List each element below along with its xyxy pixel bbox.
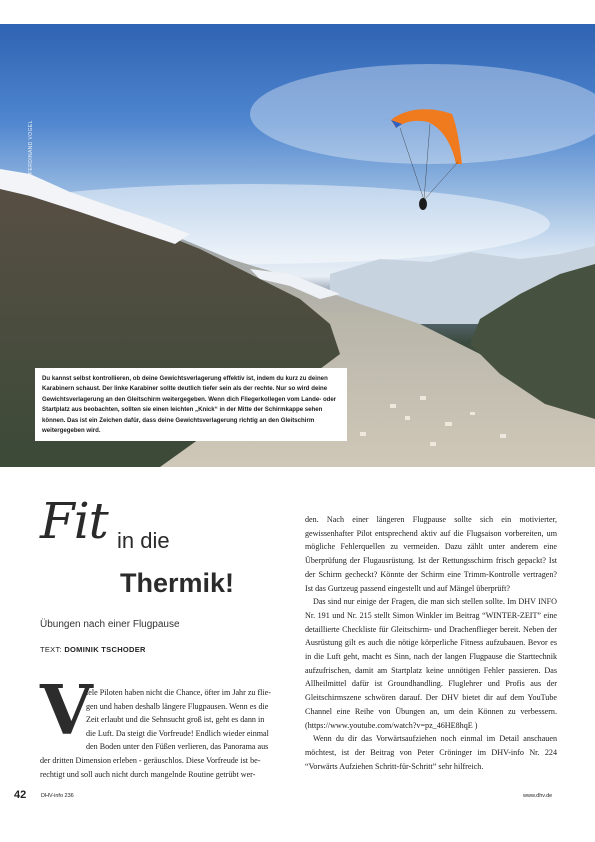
photo-credit: FERDINAND VOGEL bbox=[28, 120, 34, 174]
col1-line: iele Piloten haben nicht die Chance, öfter im Jahr zu flie- bbox=[86, 688, 271, 697]
col1-line: gen und haben deshalb längere Flugpausen. Wenn es die bbox=[86, 701, 269, 711]
article-subtitle: Übungen nach einer Flugpause bbox=[40, 619, 180, 630]
byline bbox=[40, 645, 146, 654]
paragraph: Das sind nur einige der Fragen, die man sich stellen sollte. Im DHV INFO Nr. 191 und Nr. 215 stellt Simon Winkler im Beitrag “WINTER-ZEIT” eine detaillierte Checkliste für Gleitschirm- und Drachenflieger bereit. Neben der Ausrüstung gilt es auch die nötige körperliche Fitness aufzubauen. Bevor es in die Luft geht, macht es Sinn, nach der langen Flugpause die Starttechnik aufzufrischen, damit am Startplatz keine unnötigen Fehler passieren. Das Allheilmittel dafür ist Groundhandling. Fluglehrer und Profis aus der Gleitschirmszene schwören darauf. Der DHV bietet dir auf dem YouTube Channel eine Reihe von Übungen an, um dein Können zu verbessern. (https://www.youtube.com/watch?v=pz_46HE8hqE ) bbox=[305, 597, 557, 730]
col1-line: den Boden unter den Füßen verlieren, das Panorama aus bbox=[86, 742, 269, 752]
title-thermik: Thermik! bbox=[120, 568, 235, 598]
hero-photo bbox=[0, 24, 595, 467]
column-2 bbox=[305, 513, 557, 773]
col1-line: die Luft. Da steigt die Vorfreude! Endlich wieder einmal bbox=[86, 728, 269, 738]
pilot bbox=[419, 198, 427, 210]
col1-line: Zeit erlaubt und die Sehnsucht groß ist, geht es dann in bbox=[86, 715, 265, 725]
drop-cap: V bbox=[40, 671, 93, 751]
magazine-issue: DHV-info 236 bbox=[41, 793, 74, 799]
paragraph: den. Nach einer längeren Flugpause sollte sich ein motivierter, gewissenhafter Pilot entsprechend aktiv auf die Flugsaison vorbereiten, um mögliche Fehlerquellen zu vermeiden. Dazu zählt unter anderem eine Überprüfung der Flugausrüstung. Ist der Rettungsschirm frisch gepackt? Ist der Schirm gecheckt? Könnte der Schirm eine Trimm-Kontrolle vertragen? Ist das Gurtzeug passend eingestellt und auf Mängel überprüft? bbox=[305, 515, 557, 593]
paragraph: Wenn du dir das Vorwärtsaufziehen noch einmal im Detail anschauen möchtest, ist der Beitrag von Peter Cröninger im DHV-info Nr. 224 “Vorwärts Aufziehen Schritt-für-Schritt” sehr hilfreich. bbox=[305, 734, 557, 771]
column-1 bbox=[40, 686, 286, 781]
title-fit: Fit bbox=[40, 492, 108, 550]
byline-author: DOMINIK TSCHODER bbox=[64, 645, 146, 654]
footer-url[interactable]: www.dhv.de bbox=[523, 793, 553, 799]
title-in-die: in die bbox=[117, 528, 170, 553]
col1-line: der dritten Dimension erleben - geräuschlos. Diese Vorfreude ist be- bbox=[40, 755, 261, 765]
photo-caption: Du kannst selbst kontrollieren, ob deine Gewichtsverlagerung effektiv ist, indem du kurz zu deinen Karabinern schaust. Der linke Karabiner sollte deutlich tiefer sein als der rechte. Nur so wird deine Gewichtsverlagerung an den Gleitschirm weitergegeben. Wenn dich Fliegerkollegen vom Lande- oder Startplatz aus beobachten, sollten sie einen leichten „Knick“ in der Mitte der Schirmkappe sehen können. Das ist ein Zeichen dafür, dass deine Gewichtsverlagerung richtig an den Gleitschirm weitergegeben wird. bbox=[35, 368, 347, 441]
col1-line: rechtigt und soll auch nicht durch mangelnde Routine getrübt wer- bbox=[40, 769, 256, 779]
byline-label: TEXT: bbox=[40, 645, 62, 654]
page-number: 42 bbox=[14, 789, 27, 801]
